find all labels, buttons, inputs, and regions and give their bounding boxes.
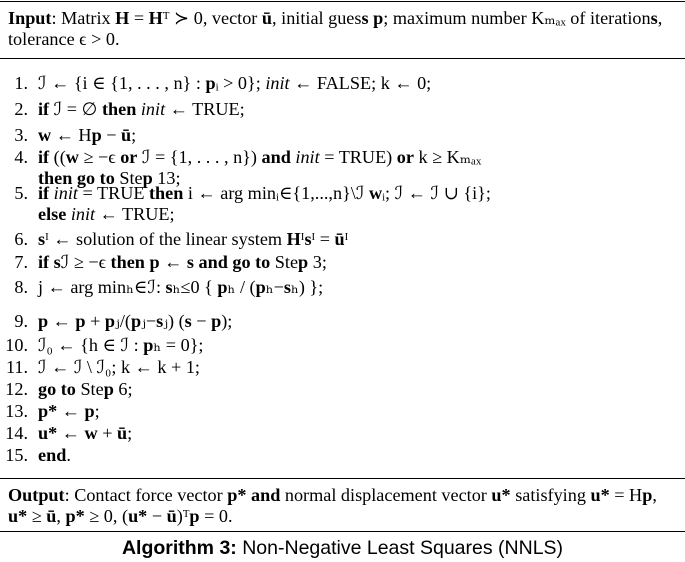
- step-text: ℐ ← {i ∈ {1, . . . , n} : pᵢ > 0}; init ← FALSE; k ← 0;: [38, 73, 432, 93]
- algorithm-step: [0, 444, 685, 466]
- algorithm-step: [0, 251, 685, 273]
- algorithm-caption: [0, 536, 685, 560]
- step-text: sᴵ ← solution of the linear system Hᴵsᴵ = ūᴵ: [38, 229, 349, 249]
- step-number: 5.: [14, 183, 28, 203]
- algorithm-step: [0, 276, 685, 298]
- step-text: j ← arg minₕ∈ℐ: sₕ≤0 { pₕ / (pₕ−sₕ) };: [38, 277, 324, 297]
- step-text: ℐ ← ℐ \ ℐ₀; k ← k + 1;: [38, 357, 200, 377]
- step-number: 8.: [14, 277, 28, 297]
- step-text: p ← p + pⱼ/(pⱼ−sⱼ) (s − p);: [38, 311, 233, 331]
- step-text: go to Step 6;: [38, 379, 133, 399]
- step-number: 15.: [5, 445, 28, 465]
- step-number: 1.: [14, 73, 28, 93]
- step-text: if ((w ≥ −ϵ or ℐ = {1, . . . , n}) and init = TRUE) or k ≥ Kₘₐₓ: [38, 147, 482, 167]
- step-number: 11.: [5, 357, 28, 377]
- algorithm-step: [0, 146, 685, 188]
- step-text: p* ← p;: [38, 401, 100, 421]
- step-number: 7.: [14, 252, 28, 272]
- algorithm-step: [0, 98, 685, 120]
- algorithm-step: [0, 400, 685, 422]
- step-number: 9.: [14, 311, 28, 331]
- step-text: end.: [38, 445, 71, 465]
- step-text: ℐ₀ ← {h ∈ ℐ : pₕ = 0};: [38, 335, 204, 355]
- output-block: [8, 485, 680, 527]
- input-rule: [0, 58, 685, 59]
- algorithm-step: [0, 356, 685, 378]
- algorithm-step: [0, 310, 685, 332]
- algorithm-step: [0, 182, 685, 224]
- step-number: 4.: [14, 147, 28, 167]
- top-rule: [0, 1, 685, 2]
- step-number: 2.: [14, 99, 28, 119]
- input-block: [8, 8, 680, 50]
- input-text: : Matrix H = Hᵀ ≻ 0, vector ū, initial guess p; maximum number Kₘₐₓ of iterations, tolerance ϵ > 0.: [8, 8, 663, 49]
- step-number: 13.: [5, 401, 28, 421]
- algorithm-step: [0, 72, 685, 94]
- output-rule-bottom: [0, 531, 685, 532]
- algorithm-step: [0, 228, 685, 250]
- output-rule-top: [0, 478, 685, 479]
- step-text: if sℐ ≥ −ϵ then p ← s and go to Step 3;: [38, 252, 327, 272]
- step-number: 6.: [14, 229, 28, 249]
- output-label: Output: [8, 485, 65, 505]
- step-number: 12.: [5, 379, 28, 399]
- step-number: 10.: [5, 335, 28, 355]
- step-text: w ← Hp − ū;: [38, 125, 137, 145]
- step-text: if ℐ = ∅ then init ← TRUE;: [38, 99, 245, 119]
- algorithm-step: [0, 422, 685, 444]
- algorithm-step: [0, 378, 685, 400]
- step-number: 3.: [14, 125, 28, 145]
- step-number: 14.: [5, 423, 28, 443]
- step-text: u* ← w + ū;: [38, 423, 133, 443]
- input-label: Input: [8, 8, 52, 28]
- caption-label: Algorithm 3:: [121, 537, 237, 559]
- output-text: : Contact force vector p* and normal displacement vector u* satisfying u* = Hp, u* ≥ ū, p* ≥ 0, (u* − ū)ᵀp = 0.: [8, 485, 657, 526]
- algorithm-step: [0, 334, 685, 356]
- algorithm-step: [0, 124, 685, 146]
- step-continuation: then go to Step 13;: [38, 168, 181, 188]
- step-continuation: else init ← TRUE;: [38, 204, 175, 224]
- step-text: if init = TRUE then i ← arg minᵢ∈{1,...,n}\ℐ wᵢ; ℐ ← ℐ ∪ {i};: [38, 183, 491, 203]
- caption-title: Non-Negative Least Squares (NNLS): [242, 537, 564, 559]
